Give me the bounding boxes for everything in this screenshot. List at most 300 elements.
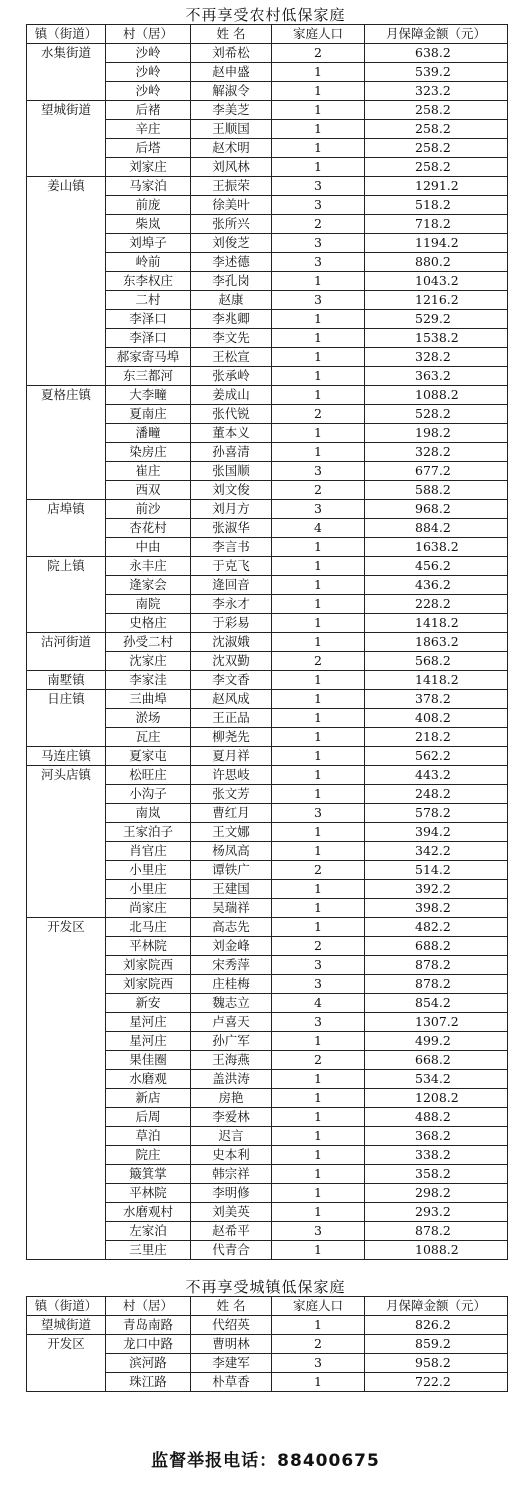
- name-cell: 曹明林: [191, 1335, 272, 1354]
- amount-cell: 1216.2: [365, 291, 508, 310]
- name-cell: 杨凤高: [191, 842, 272, 861]
- village-cell: 后周: [106, 1108, 191, 1127]
- village-cell: 平林院: [106, 937, 191, 956]
- amount-cell: 1194.2: [365, 234, 508, 253]
- amount-cell: 394.2: [365, 823, 508, 842]
- village-cell: 孙受二村: [106, 633, 191, 652]
- town-cell: 开发区: [27, 918, 106, 1260]
- family-size-cell: 1: [272, 1089, 365, 1108]
- rural-title: 不再享受农村低保家庭: [185, 6, 346, 24]
- village-cell: 新安: [106, 994, 191, 1013]
- family-size-cell: 1: [272, 272, 365, 291]
- header-family-size: 家庭人口: [272, 25, 365, 44]
- name-cell: 张承岭: [191, 367, 272, 386]
- village-cell: 夏南庄: [106, 405, 191, 424]
- name-cell: 李孔岗: [191, 272, 272, 291]
- family-size-cell: 1: [272, 158, 365, 177]
- village-cell: 龙口中路: [106, 1335, 191, 1354]
- name-cell: 史本利: [191, 1146, 272, 1165]
- village-cell: 三曲埠: [106, 690, 191, 709]
- name-cell: 王正品: [191, 709, 272, 728]
- rural-table-body: [27, 44, 508, 1260]
- name-cell: 沈双勤: [191, 652, 272, 671]
- family-size-cell: 1: [272, 82, 365, 101]
- name-cell: 李文先: [191, 329, 272, 348]
- amount-cell: 854.2: [365, 994, 508, 1013]
- amount-cell: 968.2: [365, 500, 508, 519]
- family-size-cell: 3: [272, 1222, 365, 1241]
- family-size-cell: 1: [272, 576, 365, 595]
- header-village: 村（居）: [106, 25, 191, 44]
- village-cell: 果佳圈: [106, 1051, 191, 1070]
- village-cell: 水磨观: [106, 1070, 191, 1089]
- family-size-cell: 2: [272, 44, 365, 63]
- name-cell: 赵申盛: [191, 63, 272, 82]
- village-cell: 瓦庄: [106, 728, 191, 747]
- urban-table: [26, 1296, 508, 1392]
- village-cell: 南岚: [106, 804, 191, 823]
- village-cell: 永丰庄: [106, 557, 191, 576]
- family-size-cell: 2: [272, 937, 365, 956]
- family-size-cell: 1: [272, 1146, 365, 1165]
- town-cell: 夏格庄镇: [27, 386, 106, 500]
- amount-cell: 456.2: [365, 557, 508, 576]
- amount-cell: 562.2: [365, 747, 508, 766]
- header-name: 姓 名: [191, 25, 272, 44]
- village-cell: 马家泊: [106, 177, 191, 196]
- name-cell: 柳尧先: [191, 728, 272, 747]
- name-cell: 房艳: [191, 1089, 272, 1108]
- family-size-cell: 1: [272, 690, 365, 709]
- village-cell: 沈家庄: [106, 652, 191, 671]
- amount-cell: 258.2: [365, 139, 508, 158]
- family-size-cell: 1: [272, 424, 365, 443]
- header-village: 村（居）: [106, 1297, 191, 1316]
- family-size-cell: 1: [272, 747, 365, 766]
- amount-cell: 1088.2: [365, 1241, 508, 1260]
- amount-cell: 534.2: [365, 1070, 508, 1089]
- name-cell: 李文香: [191, 671, 272, 690]
- family-size-cell: 1: [272, 1373, 365, 1392]
- town-cell: 院上镇: [27, 557, 106, 633]
- village-cell: 后塔: [106, 139, 191, 158]
- amount-cell: 568.2: [365, 652, 508, 671]
- name-cell: 刘金峰: [191, 937, 272, 956]
- family-size-cell: 1: [272, 766, 365, 785]
- name-cell: 魏志立: [191, 994, 272, 1013]
- family-size-cell: 2: [272, 215, 365, 234]
- name-cell: 王顺国: [191, 120, 272, 139]
- family-size-cell: 1: [272, 709, 365, 728]
- name-cell: 朴草香: [191, 1373, 272, 1392]
- town-cell: 店埠镇: [27, 500, 106, 557]
- amount-cell: 878.2: [365, 975, 508, 994]
- family-size-cell: 3: [272, 500, 365, 519]
- amount-cell: 826.2: [365, 1316, 508, 1335]
- name-cell: 盖洪涛: [191, 1070, 272, 1089]
- village-cell: 南院: [106, 595, 191, 614]
- name-cell: 王振荣: [191, 177, 272, 196]
- village-cell: 星河庄: [106, 1032, 191, 1051]
- family-size-cell: 1: [272, 139, 365, 158]
- amount-cell: 358.2: [365, 1165, 508, 1184]
- amount-cell: 718.2: [365, 215, 508, 234]
- village-cell: 肖官庄: [106, 842, 191, 861]
- family-size-cell: 2: [272, 1335, 365, 1354]
- header-town: 镇（街道）: [27, 25, 106, 44]
- village-cell: 刘埠子: [106, 234, 191, 253]
- name-cell: 张文芳: [191, 785, 272, 804]
- family-size-cell: 3: [272, 956, 365, 975]
- village-cell: 史格庄: [106, 614, 191, 633]
- amount-cell: 1418.2: [365, 614, 508, 633]
- family-size-cell: 1: [272, 348, 365, 367]
- amount-cell: 338.2: [365, 1146, 508, 1165]
- village-cell: 郝家寄马埠: [106, 348, 191, 367]
- village-cell: 淤场: [106, 709, 191, 728]
- name-cell: 李美芝: [191, 101, 272, 120]
- family-size-cell: 1: [272, 1165, 365, 1184]
- table-row: [27, 671, 508, 690]
- village-cell: 平林院: [106, 1184, 191, 1203]
- amount-cell: 258.2: [365, 158, 508, 177]
- name-cell: 刘风林: [191, 158, 272, 177]
- urban-title: 不再享受城镇低保家庭: [185, 1278, 346, 1296]
- village-cell: 刘家院西: [106, 975, 191, 994]
- amount-cell: 443.2: [365, 766, 508, 785]
- table-row: [27, 633, 508, 652]
- name-cell: 许思岐: [191, 766, 272, 785]
- village-cell: 簸箕掌: [106, 1165, 191, 1184]
- amount-cell: 398.2: [365, 899, 508, 918]
- family-size-cell: 1: [272, 538, 365, 557]
- town-cell: 望城街道: [27, 101, 106, 177]
- family-size-cell: 1: [272, 443, 365, 462]
- name-cell: 赵术明: [191, 139, 272, 158]
- village-cell: 北马庄: [106, 918, 191, 937]
- name-cell: 解淑令: [191, 82, 272, 101]
- family-size-cell: 1: [272, 842, 365, 861]
- amount-cell: 529.2: [365, 310, 508, 329]
- village-cell: 水磨观村: [106, 1203, 191, 1222]
- family-size-cell: 1: [272, 1032, 365, 1051]
- amount-cell: 880.2: [365, 253, 508, 272]
- town-cell: 南墅镇: [27, 671, 106, 690]
- name-cell: 李明修: [191, 1184, 272, 1203]
- name-cell: 高志先: [191, 918, 272, 937]
- name-cell: 谭铁广: [191, 861, 272, 880]
- village-cell: 柴岚: [106, 215, 191, 234]
- village-cell: 滨河路: [106, 1354, 191, 1373]
- family-size-cell: 1: [272, 386, 365, 405]
- family-size-cell: 1: [272, 728, 365, 747]
- header-monthly-amount: 月保障金额（元）: [365, 25, 508, 44]
- village-cell: 东三都河: [106, 367, 191, 386]
- name-cell: 刘月方: [191, 500, 272, 519]
- table-row: [27, 766, 508, 785]
- town-cell: 沽河街道: [27, 633, 106, 671]
- amount-cell: 1538.2: [365, 329, 508, 348]
- table-row: [27, 177, 508, 196]
- village-cell: 尚家庄: [106, 899, 191, 918]
- name-cell: 吴瑞祥: [191, 899, 272, 918]
- amount-cell: 1291.2: [365, 177, 508, 196]
- family-size-cell: 3: [272, 1013, 365, 1032]
- name-cell: 王文娜: [191, 823, 272, 842]
- table-row: [27, 747, 508, 766]
- name-cell: 韩宗祥: [191, 1165, 272, 1184]
- urban-table-body: [27, 1316, 508, 1392]
- family-size-cell: 1: [272, 880, 365, 899]
- amount-cell: 408.2: [365, 709, 508, 728]
- amount-cell: 722.2: [365, 1373, 508, 1392]
- name-cell: 于克飞: [191, 557, 272, 576]
- urban-header-row: [27, 1297, 508, 1316]
- name-cell: 董本义: [191, 424, 272, 443]
- name-cell: 沈淑娥: [191, 633, 272, 652]
- village-cell: 小里庄: [106, 880, 191, 899]
- town-cell: 马连庄镇: [27, 747, 106, 766]
- village-cell: 院庄: [106, 1146, 191, 1165]
- table-row: [27, 918, 508, 937]
- table-row: [27, 500, 508, 519]
- amount-cell: 378.2: [365, 690, 508, 709]
- family-size-cell: 3: [272, 462, 365, 481]
- name-cell: 王海燕: [191, 1051, 272, 1070]
- rural-table: [26, 24, 508, 1260]
- name-cell: 迟言: [191, 1127, 272, 1146]
- family-size-cell: 1: [272, 1203, 365, 1222]
- village-cell: 后褚: [106, 101, 191, 120]
- name-cell: 李述德: [191, 253, 272, 272]
- village-cell: 珠江路: [106, 1373, 191, 1392]
- family-size-cell: 3: [272, 1354, 365, 1373]
- name-cell: 赵康: [191, 291, 272, 310]
- name-cell: 李言书: [191, 538, 272, 557]
- village-cell: 染房庄: [106, 443, 191, 462]
- header-town: 镇（街道）: [27, 1297, 106, 1316]
- family-size-cell: 2: [272, 652, 365, 671]
- name-cell: 卢喜天: [191, 1013, 272, 1032]
- family-size-cell: 3: [272, 196, 365, 215]
- family-size-cell: 1: [272, 899, 365, 918]
- name-cell: 庄桂梅: [191, 975, 272, 994]
- table-row: [27, 690, 508, 709]
- village-cell: 王家泊子: [106, 823, 191, 842]
- village-cell: 沙岭: [106, 82, 191, 101]
- village-cell: 刘家院西: [106, 956, 191, 975]
- family-size-cell: 1: [272, 101, 365, 120]
- amount-cell: 688.2: [365, 937, 508, 956]
- town-cell: 日庄镇: [27, 690, 106, 747]
- name-cell: 赵风成: [191, 690, 272, 709]
- amount-cell: 499.2: [365, 1032, 508, 1051]
- family-size-cell: 3: [272, 975, 365, 994]
- table-row: [27, 101, 508, 120]
- amount-cell: 392.2: [365, 880, 508, 899]
- amount-cell: 859.2: [365, 1335, 508, 1354]
- village-cell: 左家泊: [106, 1222, 191, 1241]
- family-size-cell: 2: [272, 861, 365, 880]
- town-cell: 姜山镇: [27, 177, 106, 386]
- village-cell: 李泽口: [106, 329, 191, 348]
- header-name: 姓 名: [191, 1297, 272, 1316]
- village-cell: 刘家庄: [106, 158, 191, 177]
- family-size-cell: 1: [272, 120, 365, 139]
- family-size-cell: 1: [272, 63, 365, 82]
- amount-cell: 1638.2: [365, 538, 508, 557]
- amount-cell: 328.2: [365, 348, 508, 367]
- village-cell: 潘疃: [106, 424, 191, 443]
- table-row: [27, 386, 508, 405]
- family-size-cell: 1: [272, 1108, 365, 1127]
- name-cell: 孙喜清: [191, 443, 272, 462]
- amount-cell: 363.2: [365, 367, 508, 386]
- name-cell: 张代锐: [191, 405, 272, 424]
- amount-cell: 578.2: [365, 804, 508, 823]
- amount-cell: 228.2: [365, 595, 508, 614]
- amount-cell: 518.2: [365, 196, 508, 215]
- amount-cell: 436.2: [365, 576, 508, 595]
- family-size-cell: 1: [272, 1127, 365, 1146]
- village-cell: 前沙: [106, 500, 191, 519]
- family-size-cell: 1: [272, 918, 365, 937]
- name-cell: 李爱林: [191, 1108, 272, 1127]
- name-cell: 李建军: [191, 1354, 272, 1373]
- amount-cell: 677.2: [365, 462, 508, 481]
- name-cell: 张国顺: [191, 462, 272, 481]
- name-cell: 代青合: [191, 1241, 272, 1260]
- village-cell: 新店: [106, 1089, 191, 1108]
- family-size-cell: 1: [272, 823, 365, 842]
- amount-cell: 342.2: [365, 842, 508, 861]
- family-size-cell: 3: [272, 177, 365, 196]
- village-cell: 青岛南路: [106, 1316, 191, 1335]
- amount-cell: 528.2: [365, 405, 508, 424]
- amount-cell: 884.2: [365, 519, 508, 538]
- amount-cell: 1863.2: [365, 633, 508, 652]
- name-cell: 刘美英: [191, 1203, 272, 1222]
- family-size-cell: 3: [272, 804, 365, 823]
- family-size-cell: 1: [272, 1184, 365, 1203]
- name-cell: 宋秀萍: [191, 956, 272, 975]
- header-monthly-amount: 月保障金额（元）: [365, 1297, 508, 1316]
- amount-cell: 323.2: [365, 82, 508, 101]
- amount-cell: 1043.2: [365, 272, 508, 291]
- hotline-text: 监督举报电话：88400675: [151, 1451, 380, 1471]
- amount-cell: 198.2: [365, 424, 508, 443]
- family-size-cell: 2: [272, 481, 365, 500]
- family-size-cell: 1: [272, 595, 365, 614]
- amount-cell: 328.2: [365, 443, 508, 462]
- name-cell: 王松宣: [191, 348, 272, 367]
- amount-cell: 488.2: [365, 1108, 508, 1127]
- amount-cell: 539.2: [365, 63, 508, 82]
- amount-cell: 1208.2: [365, 1089, 508, 1108]
- table-row: [27, 44, 508, 63]
- family-size-cell: 1: [272, 310, 365, 329]
- family-size-cell: 1: [272, 785, 365, 804]
- family-size-cell: 1: [272, 367, 365, 386]
- village-cell: 杏花村: [106, 519, 191, 538]
- amount-cell: 293.2: [365, 1203, 508, 1222]
- village-cell: 岭前: [106, 253, 191, 272]
- village-cell: 前庞: [106, 196, 191, 215]
- village-cell: 大李疃: [106, 386, 191, 405]
- amount-cell: 298.2: [365, 1184, 508, 1203]
- family-size-cell: 1: [272, 671, 365, 690]
- family-size-cell: 1: [272, 614, 365, 633]
- amount-cell: 958.2: [365, 1354, 508, 1373]
- town-cell: 开发区: [27, 1335, 106, 1392]
- family-size-cell: 1: [272, 329, 365, 348]
- family-size-cell: 3: [272, 234, 365, 253]
- name-cell: 孙广军: [191, 1032, 272, 1051]
- name-cell: 徐美叶: [191, 196, 272, 215]
- village-cell: 夏家屯: [106, 747, 191, 766]
- table-row: [27, 1335, 508, 1354]
- family-size-cell: 1: [272, 1070, 365, 1089]
- name-cell: 李兆卿: [191, 310, 272, 329]
- town-cell: 望城街道: [27, 1316, 106, 1335]
- name-cell: 李永才: [191, 595, 272, 614]
- name-cell: 夏月祥: [191, 747, 272, 766]
- amount-cell: 878.2: [365, 1222, 508, 1241]
- amount-cell: 588.2: [365, 481, 508, 500]
- name-cell: 赵希平: [191, 1222, 272, 1241]
- name-cell: 代绍英: [191, 1316, 272, 1335]
- amount-cell: 638.2: [365, 44, 508, 63]
- village-cell: 崔庄: [106, 462, 191, 481]
- amount-cell: 482.2: [365, 918, 508, 937]
- village-cell: 沙岭: [106, 63, 191, 82]
- family-size-cell: 1: [272, 557, 365, 576]
- name-cell: 曹红月: [191, 804, 272, 823]
- family-size-cell: 1: [272, 1316, 365, 1335]
- name-cell: 张淑华: [191, 519, 272, 538]
- name-cell: 张所兴: [191, 215, 272, 234]
- amount-cell: 1307.2: [365, 1013, 508, 1032]
- name-cell: 王建国: [191, 880, 272, 899]
- amount-cell: 1418.2: [365, 671, 508, 690]
- name-cell: 姜成山: [191, 386, 272, 405]
- village-cell: 李泽口: [106, 310, 191, 329]
- village-cell: 草泊: [106, 1127, 191, 1146]
- village-cell: 辛庄: [106, 120, 191, 139]
- village-cell: 李家洼: [106, 671, 191, 690]
- table-row: [27, 1316, 508, 1335]
- amount-cell: 668.2: [365, 1051, 508, 1070]
- amount-cell: 248.2: [365, 785, 508, 804]
- village-cell: 东李权庄: [106, 272, 191, 291]
- family-size-cell: 2: [272, 1051, 365, 1070]
- amount-cell: 1088.2: [365, 386, 508, 405]
- name-cell: 于彩易: [191, 614, 272, 633]
- amount-cell: 514.2: [365, 861, 508, 880]
- family-size-cell: 4: [272, 994, 365, 1013]
- family-size-cell: 3: [272, 253, 365, 272]
- amount-cell: 218.2: [365, 728, 508, 747]
- family-size-cell: 1: [272, 633, 365, 652]
- amount-cell: 258.2: [365, 120, 508, 139]
- village-cell: 三里庄: [106, 1241, 191, 1260]
- name-cell: 刘俊芝: [191, 234, 272, 253]
- village-cell: 二村: [106, 291, 191, 310]
- rural-header-row: [27, 25, 508, 44]
- amount-cell: 878.2: [365, 956, 508, 975]
- village-cell: 逄家会: [106, 576, 191, 595]
- village-cell: 星河庄: [106, 1013, 191, 1032]
